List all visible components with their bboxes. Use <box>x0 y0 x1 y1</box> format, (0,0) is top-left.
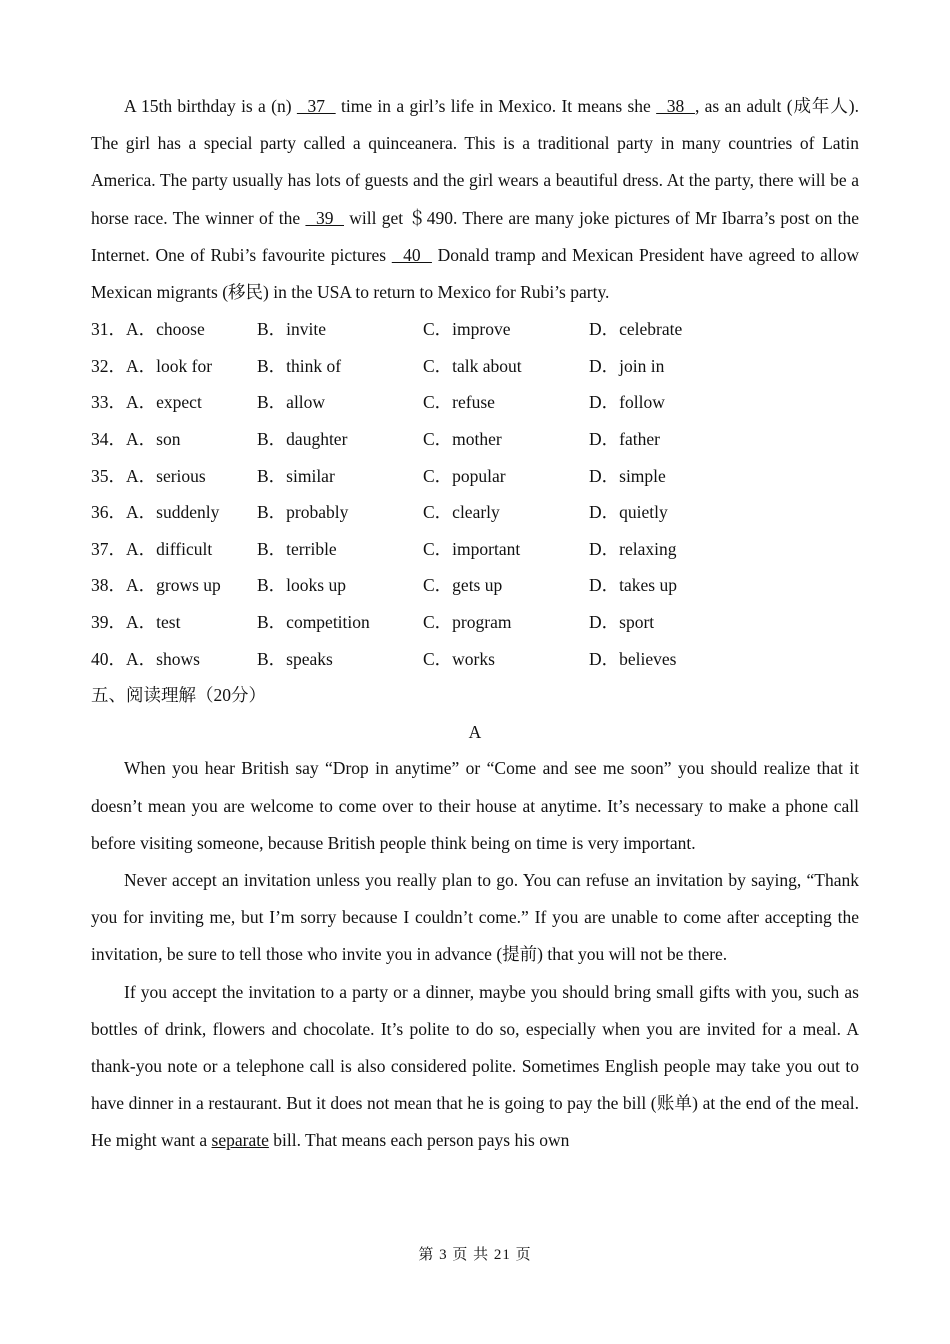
cloze-text: time in a girl’s life in Mexico. It means she <box>335 96 657 116</box>
option-a: A．test <box>126 611 181 632</box>
option-b: B．daughter <box>257 429 348 449</box>
page-footer: 第 3 页 共 21 页 <box>418 1247 532 1263</box>
passage-paragraph-2: Never accept an invitation unless you really plan to go. You can refuse an invitation by saying, “Thank you for inviting me, but I’m sorry because I couldn’t come.” If you are unable to come after accepting the invitation, be sure to tell those who invite you in advance (提前) that you will not be there. <box>91 869 859 965</box>
option-c: C．works <box>423 648 495 669</box>
option-c: C．gets up <box>423 575 503 596</box>
option-b: B．invite <box>257 319 327 340</box>
option-row-38 <box>91 567 859 604</box>
option-c: C．mother <box>423 429 502 449</box>
question-number: 31． <box>91 319 126 340</box>
options-list <box>91 311 859 677</box>
option-b: B．speaks <box>257 648 333 669</box>
option-a: A．expect <box>126 392 202 413</box>
question-number: 38． <box>91 575 126 596</box>
option-a: A．grows up <box>126 575 221 596</box>
blank-40: 40 <box>391 244 432 265</box>
option-d: D．relaxing <box>589 538 677 559</box>
option-row-40 <box>91 641 859 678</box>
underlined-word: separate <box>211 1130 269 1151</box>
option-row-39 <box>91 604 859 641</box>
passage-paragraph-1: When you hear British say “Drop in anytime” or “Come and see me soon” you should realize that it doesn’t mean you are welcome to come over to their house at anytime. It’s necessary to make a phone call before visiting someone, because British people think being on time is very important. <box>91 758 859 853</box>
section-title: 五、阅读理解（20分） <box>91 685 266 706</box>
option-d: D．father <box>589 429 660 449</box>
option-b: B．competition <box>257 611 370 632</box>
option-row-33 <box>91 384 859 421</box>
question-number: 40． <box>91 648 126 669</box>
option-row-34 <box>91 421 859 458</box>
option-row-32 <box>91 348 859 385</box>
option-c: C．program <box>423 611 512 632</box>
option-d: D．takes up <box>589 575 677 596</box>
option-c: C．popular <box>423 465 506 486</box>
option-a: A．choose <box>126 319 205 340</box>
option-b: B．terrible <box>257 538 337 559</box>
question-number: 34． <box>91 429 126 449</box>
option-d: D．believes <box>589 648 677 669</box>
passage-label: A <box>468 721 482 742</box>
option-b: B．looks up <box>257 575 346 596</box>
cloze-text: , as an adult (成年人). The girl has a special party called a quinceanera. This is a traditional party in many countries of Latin America. The party usually has lots of guests and the girl wears a beautiful dress. At the party, there will be a horse race. The winner of the <box>91 96 860 228</box>
option-d: D．follow <box>589 392 665 413</box>
option-row-35 <box>91 458 859 495</box>
option-row-31 <box>91 311 859 348</box>
passage-text: If you accept the invitation to a party or a dinner, maybe you should bring small gifts with you, such as bottles of drink, flowers and chocolate. It’s polite to do so, especially when you are invited for a meal. A thank-you note or a telephone call is also considered polite. Sometimes English people may take you out to have dinner in a restaurant. But it does not mean that he is going to pay the bill (账单) at the end of the meal. He might want a <box>91 981 859 1151</box>
question-number: 36． <box>91 502 126 523</box>
question-number: 39． <box>91 611 126 632</box>
blank-38: 38 <box>656 96 695 116</box>
option-c: C．important <box>423 538 521 559</box>
cloze-text: will get ＄490. There are many joke pictures of Mr Ibarra’s post on the Internet. One of Rubi’s favourite pictures <box>91 207 860 265</box>
question-number: 37． <box>91 538 126 559</box>
page-content <box>91 88 859 1160</box>
option-a: A．suddenly <box>126 502 220 523</box>
option-b: B．think of <box>257 355 342 376</box>
blank-37: 37 <box>296 96 336 116</box>
passage-paragraph-3 <box>91 974 859 1160</box>
option-d: D．join in <box>589 355 665 376</box>
passage-text: bill. That means each person pays his own <box>268 1130 570 1151</box>
option-a: A．shows <box>126 648 200 669</box>
option-d: D．celebrate <box>589 319 683 340</box>
question-number: 33． <box>91 392 126 413</box>
option-row-37 <box>91 531 859 568</box>
cloze-text: Donald tramp and Mexican President have agreed to allow Mexican migrants (移民) in the USA to return to Mexico for Rubi’s party. <box>91 244 859 303</box>
option-c: C．improve <box>423 319 511 340</box>
option-a: A．difficult <box>126 538 213 559</box>
option-b: B．probably <box>257 502 349 523</box>
question-number: 35． <box>91 465 126 486</box>
option-a: A．serious <box>126 465 206 486</box>
option-d: D．sport <box>589 611 655 632</box>
cloze-text: A 15th birthday is a (n) <box>124 96 297 116</box>
blank-39: 39 <box>305 207 344 228</box>
option-b: B．similar <box>257 465 335 486</box>
option-d: D．simple <box>589 465 666 486</box>
option-a: A．son <box>126 429 181 449</box>
option-c: C．refuse <box>423 392 495 413</box>
option-c: C．clearly <box>423 502 500 523</box>
option-b: B．allow <box>257 392 326 413</box>
option-a: A．look for <box>126 355 213 376</box>
option-d: D．quietly <box>589 502 668 523</box>
cloze-paragraph <box>91 88 859 311</box>
question-number: 32． <box>91 355 126 376</box>
option-row-36 <box>91 494 859 531</box>
option-c: C．talk about <box>423 355 522 376</box>
